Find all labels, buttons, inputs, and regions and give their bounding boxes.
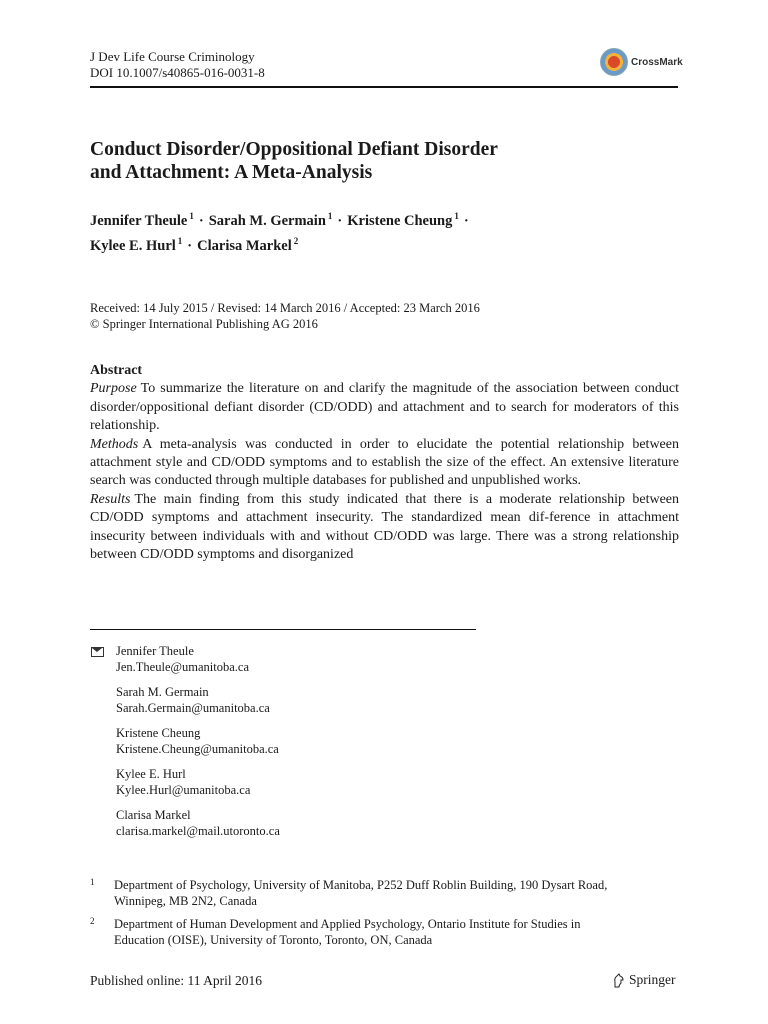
author-separator: · [187,238,193,254]
contact-item [116,766,280,798]
methods-text: A meta-analysis was conducted in order to elucidate the potential relationship between attachment style and CD/ODD symptoms and to establish the size of the effect. An extensive literature search was conducted through multiple databases for published and unpublished works. [90,436,679,489]
author-affiliation: 1 [327,211,333,221]
affiliation-line: Winnipeg, MB 2N2, Canada [114,894,257,908]
contact-item [116,725,280,757]
contact-email[interactable]: Jen.Theule@umanitoba.ca [116,660,249,674]
author-affiliation: 2 [293,236,299,246]
author-separator: · [337,213,343,229]
contact-name: Jennifer Theule [116,644,194,658]
author-separator: · [198,213,204,229]
crossmark-badge[interactable] [600,48,683,76]
author-affiliation: 1 [177,236,183,246]
author-line-2 [90,231,690,256]
author-name[interactable]: Kristene Cheung [347,213,453,229]
header-rule [90,86,678,88]
author-name[interactable]: Clarisa Markel [197,238,292,254]
envelope-icon [91,647,104,657]
springer-logo [612,972,676,988]
springer-horse-icon [612,973,625,988]
title-line-1: Conduct Disorder/Oppositional Defiant Disorder [90,139,498,160]
contact-item [116,684,280,716]
affiliation-line: Department of Human Development and Applied Psychology, Ontario Institute for Studies in [114,917,581,931]
publisher-name: Springer [629,972,676,987]
affiliation-number: 2 [90,916,95,926]
purpose-label: Purpose [90,381,137,397]
title-line-2: and Attachment: A Meta-Analysis [90,162,373,183]
contact-name: Sarah M. Germain [116,685,209,699]
affiliation-number: 1 [90,877,95,887]
contact-name: Kylee E. Hurl [116,767,186,781]
contact-email[interactable]: Kylee.Hurl@umanitoba.ca [116,783,251,797]
contact-name: Clarisa Markel [116,808,191,822]
abstract-heading: Abstract [90,363,143,378]
contact-item [116,807,280,839]
author-contacts [116,643,280,848]
author-separator: · [463,213,469,229]
affiliation-2 [90,916,680,948]
contact-name: Kristene Cheung [116,726,201,740]
contact-email[interactable]: Kristene.Cheung@umanitoba.ca [116,742,279,756]
author-name[interactable]: Kylee E. Hurl [90,238,176,254]
contact-item [116,643,280,675]
results-label: Results [90,491,131,507]
crossmark-icon [600,48,628,76]
published-online: Published online: 11 April 2016 [90,973,262,988]
author-affiliation: 1 [189,211,194,221]
paper-title [90,138,650,184]
affiliation-line: Department of Psychology, University of Manitoba, P252 Duff Roblin Building, 190 Dysart Road, [114,878,608,892]
contact-email[interactable]: Sarah.Germain@umanitoba.ca [116,701,270,715]
journal-header [90,49,265,81]
abstract-purpose [90,380,679,435]
publication-history [90,300,690,332]
methods-label: Methods [90,436,139,452]
affiliation-1 [90,877,680,909]
abstract-section [90,362,679,564]
crossmark-label: CrossMark [631,56,683,68]
journal-name: J Dev Life Course Criminology [90,49,255,64]
contact-email[interactable]: clarisa.markel@mail.utoronto.ca [116,824,280,838]
author-name[interactable]: Sarah M. Germain [208,213,326,229]
purpose-text: To summarize the literature on and clarify the magnitude of the association between conduct disorder/oppositional defiant disorder (CD/ODD) and attachment and to search for moderators of this relationship. [90,381,679,434]
copyright-line: © Springer International Publishing AG 2016 [90,317,318,331]
affiliation-line: Education (OISE), University of Toronto, Toronto, ON, Canada [114,933,433,947]
author-line-1 [90,206,690,231]
footnote-rule [90,629,476,630]
author-affiliation: 1 [454,211,459,221]
author-list [90,206,690,256]
dates-line: Received: 14 July 2015 / Revised: 14 March 2016 / Accepted: 23 March 2016 [90,301,480,315]
doi[interactable]: DOI 10.1007/s40865-016-0031-8 [90,65,265,80]
author-name[interactable]: Jennifer Theule [90,213,188,229]
results-text: The main finding from this study indicated that there is a moderate relationship between CD/ODD symptoms and attachment insecurity. The standardized mean dif-ference in attachment insecurity between individuals with and without CD/ODD was large. There was a strong relationship between CD/ODD symptoms and disorganized [90,491,679,563]
abstract-results [90,491,679,565]
abstract-methods [90,436,679,491]
